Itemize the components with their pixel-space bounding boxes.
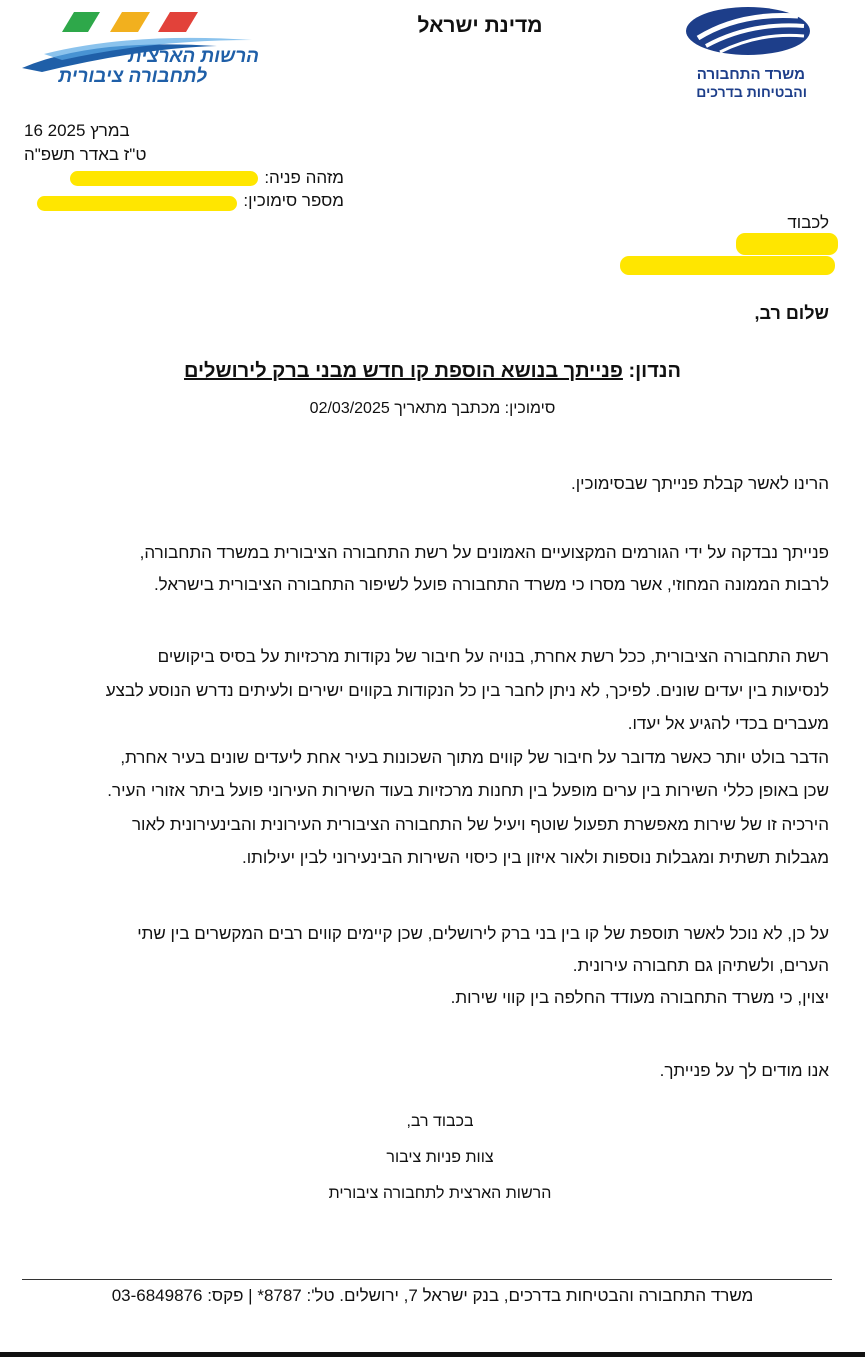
mot-logo-line1: משרד התחבורה bbox=[696, 66, 805, 83]
paragraph-2-line-1: פנייתך נבדקה על ידי הגורמים המקצועיים האמונים על רשת התחבורה הציבורית במשרד התחבורה, bbox=[139, 543, 829, 562]
paragraph-3-line-2: לנסיעות בין יעדים שונים. לפיכך, לא ניתן לחבר בין כל הנקודות בקווים ישירים ולעיתים נדרש הנוסע לבצע bbox=[105, 680, 829, 700]
paragraph-3-line-5: שכן באופן כללי השירות בין ערים מופעל בין תחנות מרכזיות בעוד השירות העירוני פועל ביתר אזורי העיר. bbox=[107, 781, 829, 800]
reference-label: מספר סימוכין: bbox=[243, 191, 344, 210]
subject-text: פנייתך בנושא הוספת קו חדש מבני ברק לירושלים bbox=[184, 360, 623, 382]
subject-prefix: הנדון: bbox=[628, 360, 681, 382]
paragraph-1 bbox=[29, 468, 829, 500]
footer-divider bbox=[22, 1279, 832, 1280]
redacted-reference-number bbox=[37, 196, 237, 211]
nta-logo-line1: הרשות הארצית bbox=[127, 46, 259, 67]
paragraph-5-line: אנו מודים לך על פנייתך. bbox=[659, 1061, 829, 1080]
addressee-label: לכבוד bbox=[787, 213, 829, 232]
paragraph-3-line-1: רשת התחבורה הציבורית, ככל רשת אחרת, בנויה על חיבור של נקודות מרכזיות על בסיס ביקושים bbox=[157, 647, 829, 666]
redacted-inquiry-id bbox=[70, 171, 258, 186]
paragraph-3-line-7: מגבלות תשתית ומגבלות נוספות ולאור איזון בין כיסוי השירות הבינעירוני לבין יעילותו. bbox=[241, 848, 829, 867]
paragraph-4-line-2: הערים, ולשתיהן גם תחבורה עירונית. bbox=[572, 956, 829, 975]
paragraph-3 bbox=[29, 640, 829, 875]
inquiry-id-label: מזהה פניה: bbox=[264, 168, 344, 187]
paragraph-3-line-3: מעברים בכדי להגיע אל יעדו. bbox=[627, 714, 829, 733]
redacted-addressee-contact bbox=[620, 256, 835, 275]
nta-logo bbox=[22, 10, 267, 95]
reference-row bbox=[14, 191, 344, 211]
signature-closing: בכבוד רב, bbox=[406, 1113, 474, 1130]
nta-logo-line2: לתחבורה ציבורית bbox=[58, 66, 207, 87]
mot-emblem bbox=[680, 4, 815, 64]
paragraph-4-line-1: על כן, לא נוכל לאשר תוספת של קו בין בני ברק לירושלים, שכן קיימים קווים רבים המקשרים בין שתי bbox=[137, 924, 829, 943]
signature-block bbox=[290, 1104, 590, 1212]
paragraph-4 bbox=[29, 918, 829, 1014]
subject-line bbox=[0, 360, 865, 383]
signature-org: הרשות הארצית לתחבורה ציבורית bbox=[328, 1185, 552, 1202]
date-gregorian: 16 במרץ 2025 bbox=[24, 121, 130, 140]
reference-line: סימוכין: מכתבך מתאריך 02/03/2025 bbox=[309, 400, 556, 417]
paragraph-2-line-2: לרבות הממונה המחוזי, אשר מסרו כי משרד התחבורה פועל לשיפור התחבורה הציבורית בישראל. bbox=[153, 575, 829, 594]
mot-logo-line2: והבטיחות בדרכים bbox=[696, 84, 807, 100]
paragraph-1-line: הרינו לאשר קבלת פנייתך שבסימוכין. bbox=[571, 474, 829, 493]
paragraph-3-line-4: הדבר בולט יותר כאשר מדובר על חיבור של קווים מתוך השכונות בעיר אחת ליעדים שונים בעיר אחרת, bbox=[120, 747, 829, 767]
signature-team: צוות פניות ציבור bbox=[386, 1149, 494, 1166]
greeting: שלום רב, bbox=[754, 303, 829, 323]
paragraph-5 bbox=[29, 1055, 829, 1087]
redacted-addressee-name bbox=[736, 233, 838, 255]
footer-contact: משרד התחבורה והבטיחות בדרכים, בנק ישראל 7, ירושלים. טל': 8787* | פקס: 03-6849876 bbox=[111, 1286, 754, 1305]
bottom-edge bbox=[0, 1352, 865, 1357]
paragraph-2 bbox=[29, 537, 829, 601]
inquiry-id-row bbox=[14, 168, 344, 188]
paragraph-4-line-3: יצוין, כי משרד התחבורה מעודד החלפה בין קווי שירות. bbox=[450, 988, 829, 1007]
mot-logo bbox=[680, 4, 815, 104]
date-hebrew: ט"ז באדר תשפ"ה bbox=[24, 145, 147, 164]
paragraph-3-line-6: הירכיה זו של שירות מאפשרת תפעול שוטף ויעיל של התחבורה הציבורית העירונית והבינעירונית לאור bbox=[131, 814, 829, 834]
state-title: מדינת ישראל bbox=[417, 14, 543, 37]
